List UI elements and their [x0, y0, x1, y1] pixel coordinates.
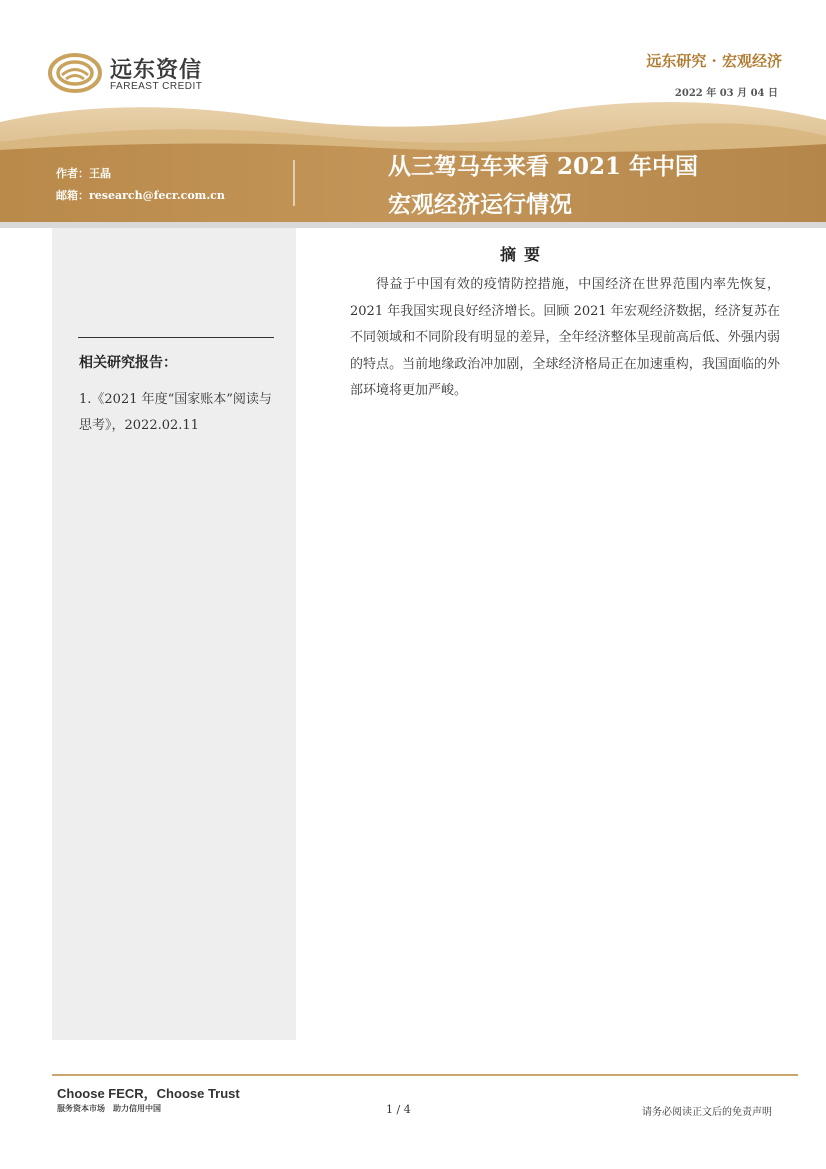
- company-logo: [48, 50, 208, 96]
- sidebar-panel: [52, 228, 296, 1040]
- report-title-line1: 从三驾马车来看 2021 年中国: [388, 153, 699, 180]
- footer-disclaimer: 请务必阅读正文后的免责声明: [642, 1107, 772, 1118]
- abstract-body: 得益于中国有效的疫情防控措施，中国经济在世界范围内率先恢复，2021 年我国实现良好经济增长。回顾 2021 年宏观经济数据，经济复苏在不同领域和不同阶段有明显的差异，全年经济整体呈现前高后低、外强内弱的特点。当前地缘政治冲加剧，全球经济格局正在加速重构，我国面临的外部环境将更加严峻。: [350, 277, 780, 398]
- banner-divider: [293, 160, 295, 206]
- page-number: 1 / 4: [386, 1103, 411, 1116]
- report-date: 2022 年 03 月 04 日: [674, 88, 778, 99]
- logo-icon: [48, 50, 104, 96]
- related-report-item[interactable]: 1.《2021 年度“国家账本”阅读与思考》，2022.02.11: [79, 392, 272, 433]
- report-series: 远东研究 · 宏观经济: [646, 52, 782, 70]
- report-title-line2: 宏观经济运行情况: [388, 191, 572, 218]
- sidebar-rule: [78, 337, 274, 338]
- email-line: 邮箱：research@fecr.com.cn: [56, 189, 225, 202]
- report-title: [388, 148, 808, 224]
- abstract-heading: 摘要: [500, 245, 549, 264]
- author-line: 作者：王晶: [56, 167, 111, 180]
- logo-text-en: FAREAST CREDIT: [110, 81, 203, 92]
- related-reports-heading: 相关研究报告：: [79, 355, 177, 371]
- footer-slogan-cn: 服务资本市场 助力信用中国: [57, 1103, 161, 1113]
- footer-slogan-en: Choose FECR，Choose Trust: [57, 1086, 240, 1101]
- footer-rule: [52, 1074, 798, 1076]
- logo-text-cn: 远东资信: [110, 58, 203, 83]
